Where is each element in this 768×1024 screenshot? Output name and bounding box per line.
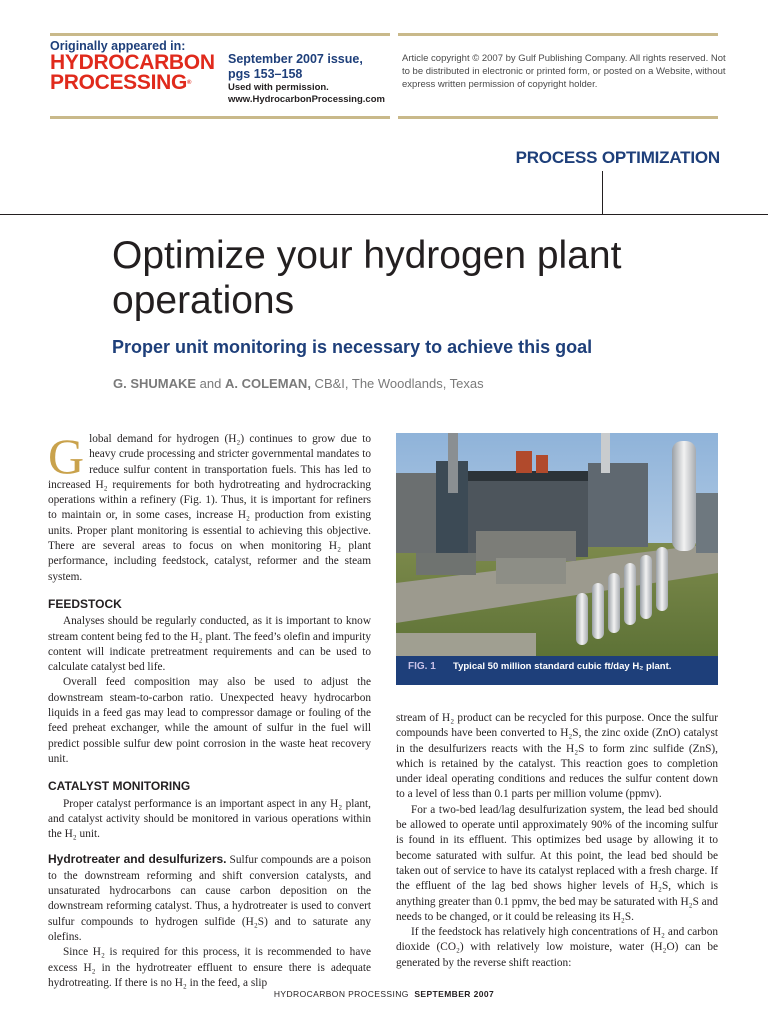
footer-date: SEPTEMBER 2007: [414, 989, 495, 999]
author-1: G. SHUMAKE: [113, 376, 197, 391]
publication-logo: [50, 53, 215, 93]
hydrotreater-paragraph-2: Since H₂ is required for this process, it is recommended to have excess H₂ in the hydrotreater effluent to ensure there is adequate hydrotreating. If there is no H₂ in the feed, a slip: [48, 946, 371, 989]
copyright-notice: Article copyright © 2007 by Gulf Publishing Company. All rights reserved. Not to be distributed in electronic or printed form, or posted on a Website, without express written permission of copyright holder.: [402, 53, 726, 90]
originally-appeared-label: Originally appeared in:: [50, 39, 186, 53]
section-heading: PROCESS OPTIMIZATION: [515, 148, 720, 167]
feedstock-paragraph-2: Overall feed composition may also be used to adjust the downstream steam-to-carbon ratio. Unexpected heavy hydrocarbon liquids in a feed gas may lead to compressor damage or fouling of the feed preheat exchanger, while the amount of sulfur in the fuel will predict possible sulfur dew point corrosion in the waste heat recovery unit.: [48, 676, 371, 765]
right-column: [396, 711, 718, 971]
header-rule-bottom-right: [398, 116, 718, 119]
article-subtitle: Proper unit monitoring is necessary to achieve this goal: [112, 337, 593, 357]
website-link[interactable]: www.HydrocarbonProcessing.com: [228, 94, 385, 105]
issue-info: [228, 52, 385, 106]
catalyst-paragraph-1: Proper catalyst performance is an important aspect in any H₂ plant, and catalyst activity should be monitored in various operations within the H₂ unit.: [48, 797, 371, 841]
article-title: Optimize your hydrogen plant operations: [112, 234, 622, 322]
figure-caption-text: Typical 50 million standard cubic ft/day H₂ plant.: [453, 661, 672, 672]
footer-journal: HYDROCARBON PROCESSING: [273, 989, 409, 999]
issue-pages: pgs 153–158: [228, 67, 303, 81]
header-rule-top-left: [50, 33, 390, 36]
figure-caption: [396, 656, 718, 685]
logo-line-2: PROCESSING®: [50, 71, 192, 94]
heading-feedstock: FEEDSTOCK: [48, 596, 122, 611]
title-rule: [0, 214, 768, 215]
plant-photo-illustration: [396, 433, 718, 657]
hydrotreater-paragraph: Hydrotreater and desulfurizers. Sulfur compounds are a poison to the downstream reforming and shift conversion catalysts, and unsaturated hydrocarbons can cause carbon deposition on the downstream reforming catalyst. Thus, a hydrotreater is used to convert sulfur compounds to hydrogen sulfide (H₂S) and to saturate any olefins.: [48, 852, 371, 943]
logo-line-1: HYDROCARBON: [50, 51, 215, 74]
drop-cap: G: [48, 428, 85, 484]
hydrotreater-heading: Hydrotreater and desulfurizers.: [48, 852, 227, 867]
author-line: G. SHUMAKE and A. COLEMAN, CB&I, The Woodlands, Texas: [113, 376, 484, 391]
right-paragraph-3: If the feedstock has relatively high concentrations of H₂ and carbon dioxide (CO₂) with relatively low moisture, water (H₂O) can be generated by the reverse shift reaction:: [396, 926, 718, 969]
figure-label: FIG. 1: [408, 661, 436, 672]
header-rule-top-right: [398, 33, 718, 36]
right-paragraph-1: stream of H₂ product can be recycled for this purpose. Once the sulfur compounds have been converted to H₂S, the zinc oxide (ZnO) catalyst in the desulfurizers reacts with the H₂S to form zinc sulfide (ZnS), which is retained by the catalyst. This reaction goes to completion under ideal operating conditions and reduces the sulfur content down to a level of less than 0.1 parts per million volume (ppmv).: [396, 712, 718, 801]
section-divider: [602, 171, 603, 215]
affiliation: CB&I, The Woodlands, Texas: [310, 376, 484, 391]
issue-date: September 2007 issue,: [228, 52, 363, 66]
author-2: A. COLEMAN,: [224, 376, 311, 391]
page-footer: [0, 989, 768, 999]
heading-catalyst-monitoring: CATALYST MONITORING: [48, 779, 191, 794]
header-rule-bottom-left: [50, 116, 390, 119]
feedstock-paragraph-1: Analyses should be regularly conducted, as it is important to know stream content being fed to the H₂ plant. The feed’s olefin and impurity content will indicate pretreatment requirements and can be used to calculate catalyst bed life.: [48, 615, 371, 674]
left-column: [48, 428, 371, 991]
right-paragraph-2: For a two-bed lead/lag desulfurization system, the lead bed should be allowed to operate until approximately 90% of the incoming sulfur is found in its effluent. This optimizes bed usage by allowing it to become saturated with sulfur. At this point, the lead bed should be taken out of service to have its catalyst replaced with a fresh charge. If the effluent of the lag bed shows higher levels of H₂S, which is anything greater than 0.1 ppmv, the bed may be saturated with H₂S and needs to be changed, or it could be releasing its H₂S.: [396, 803, 718, 923]
permission-note: Used with permission.: [228, 82, 329, 93]
hydrogen-plant-photo: [396, 433, 718, 657]
intro-paragraph: Global demand for hydrogen (H₂) continues to grow due to heavy crude processing and stricter governmental mandates to reduce sulfur content in transportation fuels. This has led to increased H₂ requirements for both hydrotreating and hydrocracking operations within a refinery (Fig. 1). Thus, it is important for refiners to maintain or, in some cases, increase H₂ production from existing units. Proper plant monitoring is essential to achieving this objective. There are several areas to focus on when monitoring H₂ plant performance, including feedstock, catalyst, reformer and the steam system.: [48, 428, 371, 583]
